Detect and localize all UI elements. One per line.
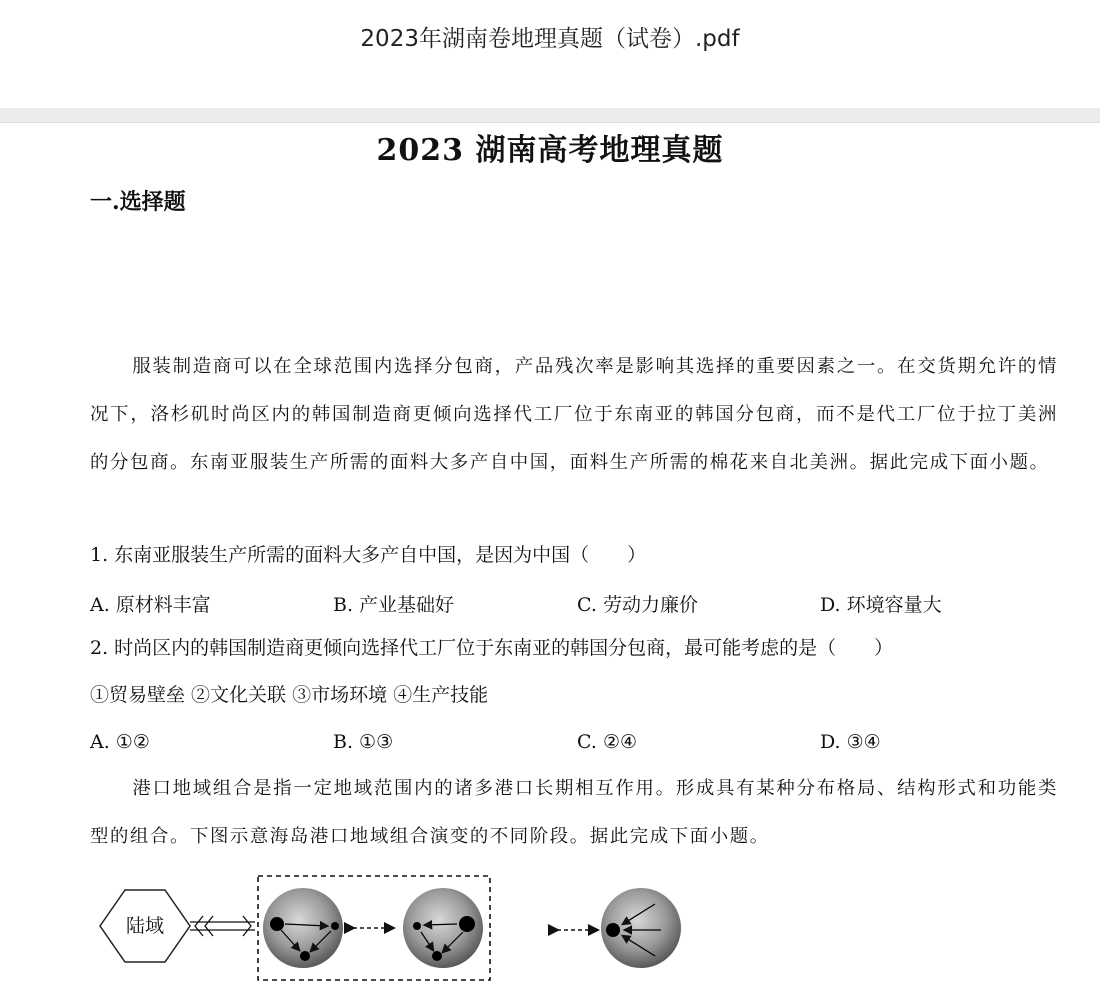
passage-2: 港口地域组合是指一定地域范围内的诸多港口长期相互作用。形成具有某种分布格局、结构形式和功能类型的组合。下图示意海岛港口地域组合演变的不同阶段。据此完成下面小题。 <box>90 778 1058 847</box>
header-divider <box>0 108 1100 123</box>
port-evolution-figure <box>95 868 695 986</box>
document-filename: 2023年湖南卷地理真题（试卷）.pdf <box>360 26 740 52</box>
section-heading: 一.选择题 <box>90 189 186 215</box>
question-2-stem: 2. 时尚区内的韩国制造商更倾向选择代工厂位于东南亚的韩国分包商，最可能考虑的是（ ） <box>90 637 894 659</box>
question-1-stem: 1. 东南亚服装生产所需的面料大多产自中国，是因为中国（ ） <box>90 544 647 566</box>
q1-option-c: C. 劳动力廉价 <box>577 594 698 616</box>
q1-option-b: B. 产业基础好 <box>333 594 455 616</box>
passage-1: 服装制造商可以在全球范围内选择分包商，产品残次率是影响其选择的重要因素之一。在交货期允许的情况下，洛杉矶时尚区内的韩国制造商更倾向选择代工厂位于东南亚的韩国分包商，而不是代工厂位于拉丁美洲的分包商。东南亚服装生产所需的面料大多产自中国，面料生产所需的棉花来自北美洲。据此完成下面小题。 <box>90 356 1058 473</box>
exam-title: 2023 湖南高考地理真题 <box>376 133 724 168</box>
q2-option-b: B. ①③ <box>333 731 394 753</box>
question-2-factors: ①贸易壁垒 ②文化关联 ③市场环境 ④生产技能 <box>90 684 489 706</box>
q2-option-d: D. ③④ <box>820 731 881 753</box>
q2-option-a: A. ①② <box>90 731 150 753</box>
q1-option-d: D. 环境容量大 <box>820 594 942 616</box>
viewer-header <box>0 0 1100 108</box>
land-connector <box>190 916 255 936</box>
land-label: 陆域 <box>125 915 165 937</box>
q1-option-a: A. 原材料丰富 <box>90 594 211 616</box>
q2-option-c: C. ②④ <box>577 731 638 753</box>
